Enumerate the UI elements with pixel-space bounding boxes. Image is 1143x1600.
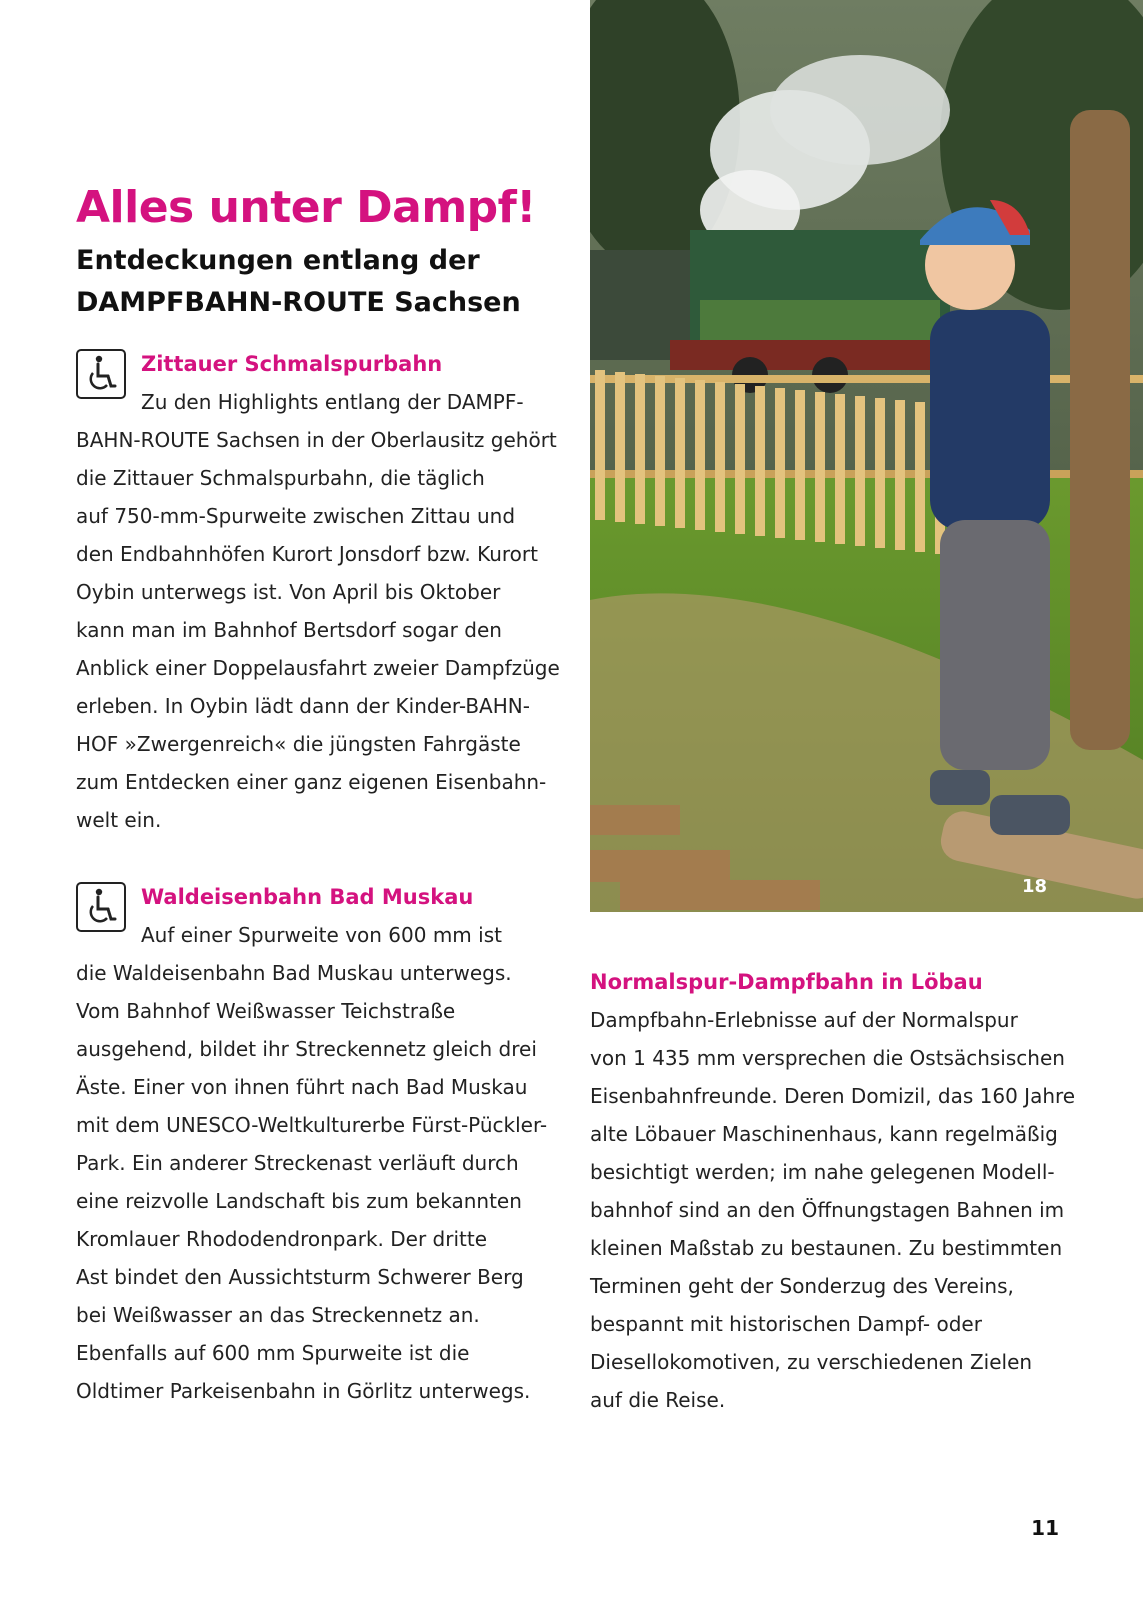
section-zittauer-schmalspurbahn (76, 345, 576, 839)
text-line: Anblick einer Doppelausfahrt zweier Dampfzüge (76, 656, 560, 680)
text-line: Park. Ein anderer Streckenast verläuft durch (76, 1151, 519, 1175)
text-line: auf 750-mm-Spurweite zwischen Zittau und (76, 504, 516, 528)
text-line: auf die Reise. (590, 1388, 726, 1412)
text-line: alte Löbauer Maschinenhaus, kann regelmäßig (590, 1122, 1058, 1146)
section-normalspur-dampfbahn-loebau (590, 963, 1090, 1419)
photo-number: 18 (1021, 876, 1047, 897)
text-line: welt ein. (76, 808, 162, 832)
section-body (590, 1001, 1090, 1419)
section-body (76, 383, 576, 839)
text-line: BAHN-ROUTE Sachsen in der Oberlausitz gehört (76, 428, 557, 452)
text-line: besichtigt werden; im nahe gelegenen Modell- (590, 1160, 1055, 1184)
text-line: Oybin unterwegs ist. Von April bis Oktober (76, 580, 501, 604)
text-line: Oldtimer Parkeisenbahn in Görlitz unterwegs. (76, 1379, 531, 1403)
subtitle-line: DAMPFBAHN-ROUTE Sachsen (76, 287, 521, 318)
text-line: Kromlauer Rhododendronpark. Der dritte (76, 1227, 488, 1251)
section-heading: Normalspur-Dampfbahn in Löbau (590, 970, 983, 994)
text-line: Auf einer Spurweite von 600 mm ist (141, 923, 502, 947)
page-number: 11 (1031, 1516, 1059, 1540)
section-waldeisenbahn-bad-muskau (76, 878, 576, 1410)
text-line: zum Entdecken einer ganz eigenen Eisenbahn- (76, 770, 547, 794)
text-line: Eisenbahnfreunde. Deren Domizil, das 160 Jahre (590, 1084, 1076, 1108)
text-line: bei Weißwasser an das Streckennetz an. (76, 1303, 480, 1327)
page-title: Alles unter Dampf! (76, 182, 536, 233)
page-subtitle (76, 240, 521, 324)
section-heading: Waldeisenbahn Bad Muskau (141, 885, 474, 909)
text-line: die Waldeisenbahn Bad Muskau unterwegs. (76, 961, 512, 985)
text-line: bahnhof sind an den Öffnungstagen Bahnen im (590, 1198, 1065, 1222)
wheelchair-icon (76, 349, 126, 399)
text-line: kann man im Bahnhof Bertsdorf sogar den (76, 618, 502, 642)
photo-steam-train-child (590, 0, 1143, 912)
wheelchair-icon (76, 882, 126, 932)
subtitle-line: Entdeckungen entlang der (76, 245, 480, 276)
text-line: von 1 435 mm versprechen die Ostsächsischen (590, 1046, 1065, 1070)
text-line: den Endbahnhöfen Kurort Jonsdorf bzw. Kurort (76, 542, 538, 566)
text-line: Terminen geht der Sonderzug des Vereins, (590, 1274, 1014, 1298)
text-line: Zu den Highlights entlang der DAMPF- (141, 390, 524, 414)
text-line: die Zittauer Schmalspurbahn, die täglich (76, 466, 485, 490)
text-line: kleinen Maßstab zu bestaunen. Zu bestimmten (590, 1236, 1063, 1260)
text-line: Ebenfalls auf 600 mm Spurweite ist die (76, 1341, 470, 1365)
text-line: Äste. Einer von ihnen führt nach Bad Muskau (76, 1075, 528, 1099)
text-line: Vom Bahnhof Weißwasser Teichstraße (76, 999, 456, 1023)
text-line: ausgehend, bildet ihr Streckennetz gleich drei (76, 1037, 537, 1061)
text-line: Ast bindet den Aussichtsturm Schwerer Berg (76, 1265, 524, 1289)
section-heading: Zittauer Schmalspurbahn (141, 352, 443, 376)
text-line: mit dem UNESCO-Weltkulturerbe Fürst-Pückler- (76, 1113, 548, 1137)
text-line: bespannt mit historischen Dampf- oder (590, 1312, 982, 1336)
section-body (76, 916, 576, 1410)
text-line: Dampfbahn-Erlebnisse auf der Normalspur (590, 1008, 1018, 1032)
text-line: erleben. In Oybin lädt dann der Kinder-BAHN- (76, 694, 530, 718)
text-line: HOF »Zwergenreich« die jüngsten Fahrgäste (76, 732, 521, 756)
text-line: eine reizvolle Landschaft bis zum bekannten (76, 1189, 522, 1213)
text-line: Diesellokomotiven, zu verschiedenen Zielen (590, 1350, 1033, 1374)
